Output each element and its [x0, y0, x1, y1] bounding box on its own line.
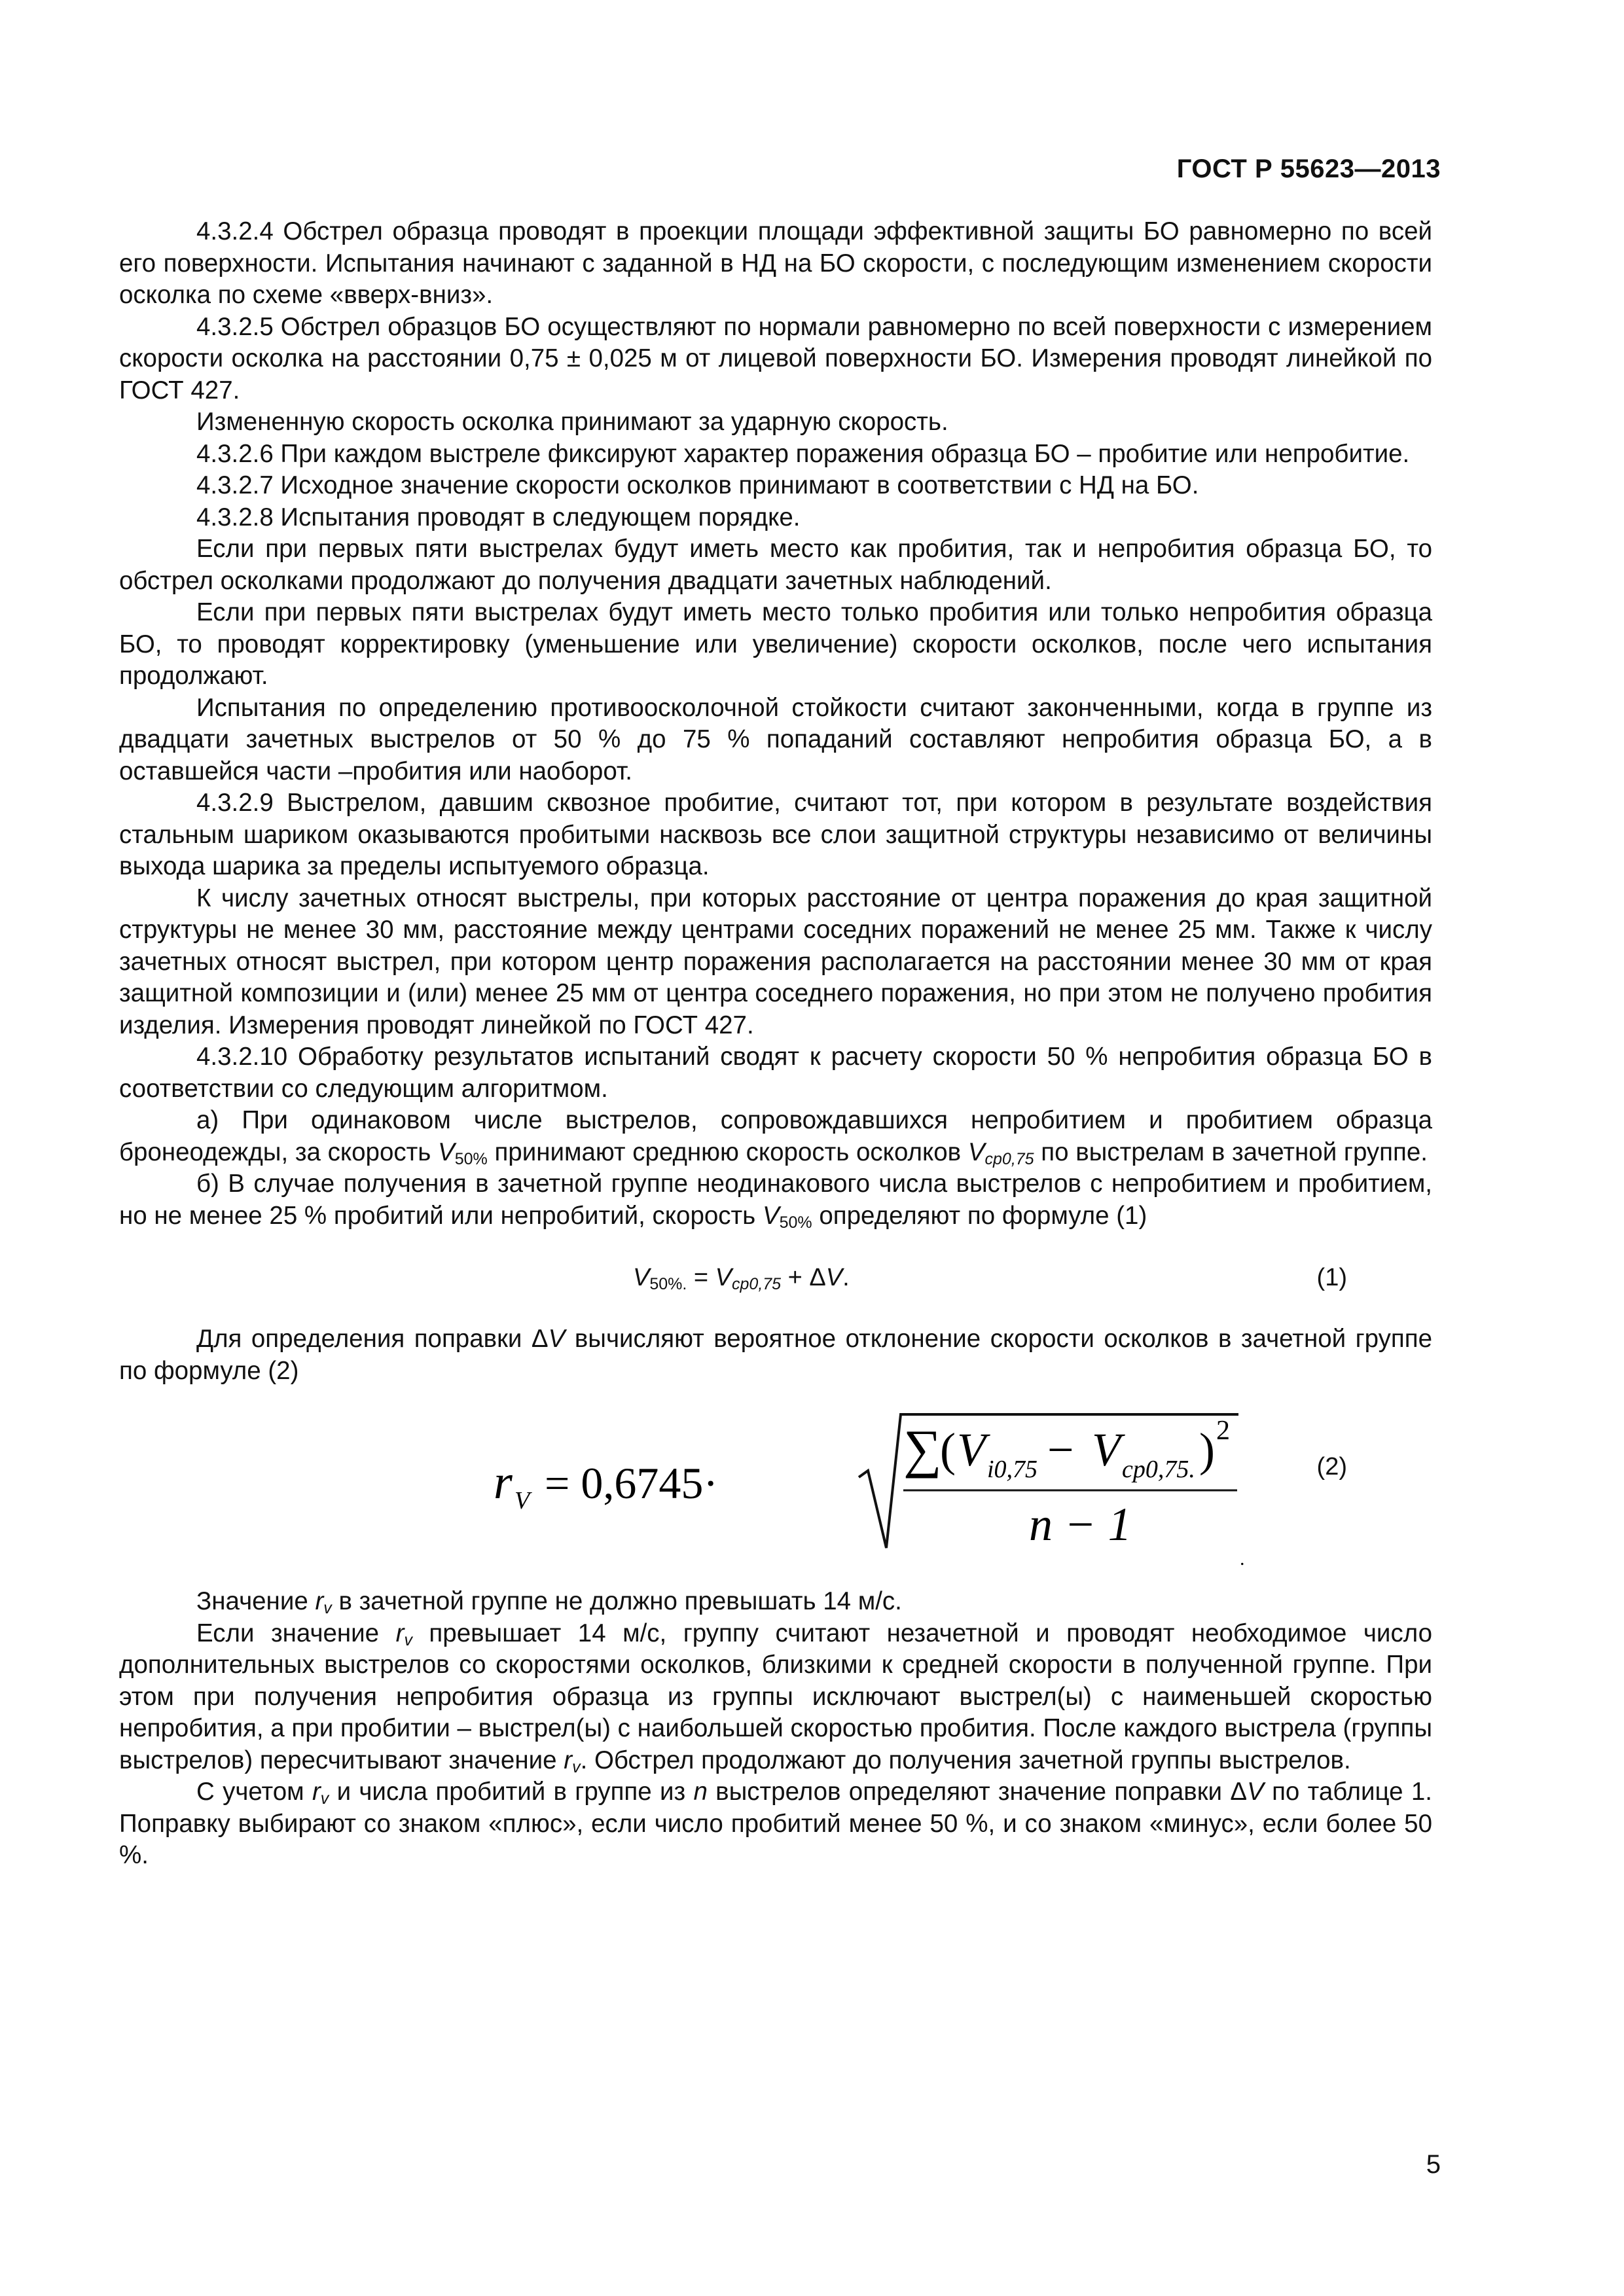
paragraph-rv-limit [119, 1586, 1432, 1618]
subscript: ср0,75. [1122, 1456, 1195, 1483]
var-vcp: V [967, 1138, 985, 1166]
text: б) В случае получения в зачетной группе неодинакового числа выстрелов с непробитием и пробитием, но не менее 25 % пробитий или непробитий, скорость [119, 1170, 1432, 1230]
subscript-text: v [572, 1757, 581, 1776]
var-r: r [315, 1587, 324, 1615]
subscript-text: v [323, 1599, 332, 1617]
formula-1 [119, 1246, 1432, 1309]
denominator: n − 1 [1029, 1498, 1132, 1551]
text: . Обстрел продолжают до получения зачетной группы выстрелов. [580, 1746, 1351, 1774]
paragraph: 4.3.2.10 Обработку результатов испытаний сводят к расчету скорости 50 % непробития образца БО в соответствии со следующим алгоритмом. [119, 1043, 1432, 1103]
paragraph: 4.3.2.6 При каждом выстреле фиксируют характер поражения образца БО – пробитие или непробитие. [196, 439, 1410, 468]
text: превышает 14 м/с, группу считают незачетной и проводят необходимое число дополнительных выстрелов со скоростями осколков, близкими к средней скорости в полученной группе. При этом при получения непробития образца из группы исключают выстрел(ы) с наименьшей скоростью непробития, а при пробитии – выстрел(ы) с наибольшей скоростью пробития. После каждого выстрела (группы выстрелов) пересчитывают значение [119, 1619, 1432, 1774]
paragraph: 4.3.2.9 Выстрелом, давшим сквозное пробитие, считают тот, при котором в результате воздействия стальным шариком оказываются пробитыми насквозь все слои защитной структуры независимо от величины выхода шарика за пределы испытуемого образца. [119, 789, 1432, 880]
var-v50: V [633, 1264, 650, 1291]
var-r: r [494, 1456, 513, 1509]
paragraph: Измененную скорость осколка принимают за ударную скорость. [196, 408, 948, 436]
text: а) При одинаковом числе выстрелов, сопровождавшихся непробитием и пробитием образца бронеодежды, за скорость [119, 1106, 1432, 1166]
exponent: 2 [1216, 1416, 1230, 1446]
paragraph: К числу зачетных относят выстрелы, при которых расстояние от центра поражения до края защитной структуры не менее 30 мм, расстояние между центрами соседних поражений не менее 25 мм. Также к числу зачетных относят выстрел, при котором центр поражения располагается на расстоянии менее 30 мм от края защитной композиции и (или) менее 25 мм от центра соседнего поражения, но при этом не получено пробития изделия. Измерения проводят линейкой по ГОСТ 427. [119, 884, 1432, 1039]
text: выстрелов определяют значение поправки Δ [707, 1778, 1248, 1806]
text: Если значение [196, 1619, 396, 1647]
subscript-text: ср0,75 [984, 1149, 1034, 1168]
formula-2-graphic [492, 1400, 1265, 1577]
text: Для определения поправки Δ [196, 1325, 549, 1353]
var-n: n [693, 1778, 708, 1806]
subscript [323, 1599, 332, 1617]
paragraph-correction [119, 1776, 1432, 1872]
subscript [572, 1758, 581, 1776]
paragraph: Если при первых пяти выстрелах будут иметь место как пробития, так и непробития образца БО, то обстрел осколками продолжают до получения двадцати зачетных наблюдений. [119, 535, 1432, 595]
formula-2-number: (2) [1316, 1453, 1347, 1480]
paragraph: Испытания по определению противоосколочной стойкости считают законченными, когда в группе из двадцати зачетных выстрелов от 50 % до 75 % попаданий составляют непробития образца БО, а в оставшейся части –пробития или наоборот. [119, 693, 1432, 785]
text: определяют по формуле (1) [812, 1201, 1147, 1230]
document-body [119, 216, 1432, 1872]
close-paren: ) [1199, 1424, 1215, 1476]
subscript-text: v [404, 1630, 412, 1649]
text: по таблице 1. Поправку выбирают со знаком «плюс», если число пробитий менее 50 %, и со знаком «минус», если более 50 %. [119, 1778, 1432, 1869]
formula-2 [119, 1400, 1432, 1577]
subscript [404, 1631, 412, 1649]
text: по выстрелам в зачетной группе. [1034, 1138, 1428, 1166]
document-id: ГОСТ Р 55623—2013 [1176, 154, 1441, 183]
text: и числа пробитий в группе из [329, 1778, 694, 1806]
paragraph: 4.3.2.8 Испытания проводят в следующем порядке. [196, 503, 801, 531]
page-number: 5 [1426, 2150, 1441, 2179]
var-v: V [1247, 1778, 1264, 1806]
text: принимают среднюю скорость осколков [487, 1138, 968, 1166]
subscript-text: ср0,75 [732, 1275, 782, 1293]
period: . [842, 1264, 850, 1291]
plus-delta: + Δ [781, 1264, 826, 1291]
formula-1-expression [633, 1262, 850, 1294]
subscript: V [514, 1487, 530, 1515]
var-r: r [564, 1746, 573, 1774]
trailing-dot: . [1240, 1548, 1245, 1570]
var-vcp: V [1092, 1424, 1121, 1476]
var-v: V [825, 1264, 843, 1291]
formula-1-number: (1) [1316, 1264, 1347, 1291]
paragraph: 4.3.2.4 Обстрел образца проводят в проекции площади эффективной защиты БО равномерно по всей его поверхности. Испытания начинают с заданной в НД на БО скорости, с последующим изменением скорости осколка по схеме «вверх-вниз». [119, 217, 1432, 309]
var-vi: V [957, 1424, 986, 1476]
paragraph-delta-v [119, 1323, 1432, 1387]
sum-sign: ∑ [903, 1419, 942, 1479]
coefficient: = 0,6745· [545, 1458, 718, 1508]
paragraph: 4.3.2.5 Обстрел образцов БО осуществляют по нормали равномерно по всей поверхности с измерением скорости осколка на расстоянии 0,75 ± 0,025 м от лицевой поверхности БО. Измерения проводят линейкой по ГОСТ 427. [119, 312, 1432, 404]
paragraph: 4.3.2.7 Исходное значение скорости осколков принимают в соответствии с НД на БО. [196, 471, 1199, 499]
minus-sign: − [1047, 1424, 1074, 1476]
equals-sign: = [687, 1264, 715, 1291]
subscript [985, 1150, 1034, 1168]
var-r: r [312, 1778, 321, 1806]
var-r: r [395, 1619, 405, 1647]
var-v: V [762, 1201, 780, 1230]
text: С учетом [196, 1778, 312, 1806]
paragraph: Если при первых пяти выстрелах будут иметь место только пробития или только непробития образца БО, то проводят корректировку (уменьшение или увеличение) скорости осколков, после чего испытания продолжают. [119, 598, 1432, 690]
var-vcp: V [715, 1264, 732, 1291]
var-v: V [548, 1325, 566, 1353]
subscript: i0,75 [987, 1456, 1038, 1483]
var-v: V [438, 1138, 455, 1166]
subscript: 50%. [649, 1275, 687, 1293]
text: Значение [196, 1587, 316, 1615]
subscript: 50% [454, 1149, 488, 1168]
paragraph-b [119, 1168, 1432, 1232]
text: в зачетной группе не должно превышать 14 м/с. [331, 1587, 902, 1615]
subscript [732, 1275, 781, 1293]
open-paren: ( [940, 1424, 956, 1476]
text: вычисляют вероятное отклонение скорости осколков в зачетной группе по формуле (2) [119, 1325, 1432, 1385]
paragraph-a [119, 1105, 1432, 1168]
subscript: 50% [779, 1213, 812, 1232]
paragraph-rv-exceeds [119, 1618, 1432, 1777]
subscript-text: v [320, 1789, 329, 1808]
subscript [321, 1789, 329, 1808]
